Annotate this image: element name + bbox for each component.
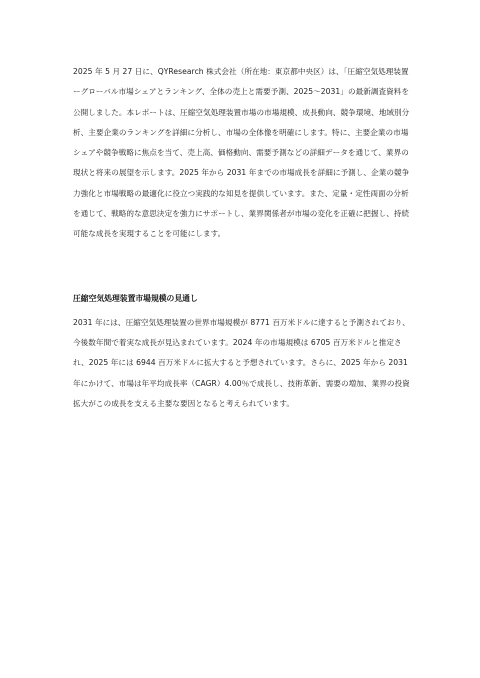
market-size-paragraph: 2031 年には、圧縮空気処理装置の世界市場規模が 8771 百万米ドルに達すると予測されており、今後数年間で着実な成長が見込まれています。2024 年の市場規模は 6705 百万米ドルと推定され、2025 年には 6944 百万米ドルに拡大すると予想されています。さらに、2025 年から 2031 年にかけて、市場は年平均成長率（CAGR）4.00％で成長し、技術革新、需要の増加、業界の投資拡大がこの成長を支える主要な要因となると考えられています。 [73, 317, 410, 408]
section-heading: 圧縮空気処理装置市場規模の見通し [73, 293, 198, 303]
intro-paragraph: 2025 年 5 月 27 日に、QYResearch 株式会社（所在地：東京都中央区）は、「圧縮空気処理装置ーグローバル市場シェアとランキング、全体の売上と需要予測、2025～2031」の最新調査資料を公開しました。本レポートは、圧縮空気処理装置市場の市場規模、成長動向、競争環境、地域別分析、主要企業のランキングを詳細に分析し、市場の全体像を明確にします。特に、主要企業の市場シェアや競争戦略に焦点を当て、売上高、価格動向、需要予測などの詳細データを通じて、業界の現状と将来の展望を示します。2025 年から 2031 年までの市場成長を詳細に予測し、企業の競争力強化と市場戦略の最適化に役立つ実践的な知見を提供しています。また、定量・定性両面の分析を通じて、戦略的な意思決定を強力にサポートし、業界関係者が市場の変化を正確に把握し、持続可能な成長を実現することを可能にします。 [73, 67, 410, 239]
document-body [73, 62, 413, 414]
